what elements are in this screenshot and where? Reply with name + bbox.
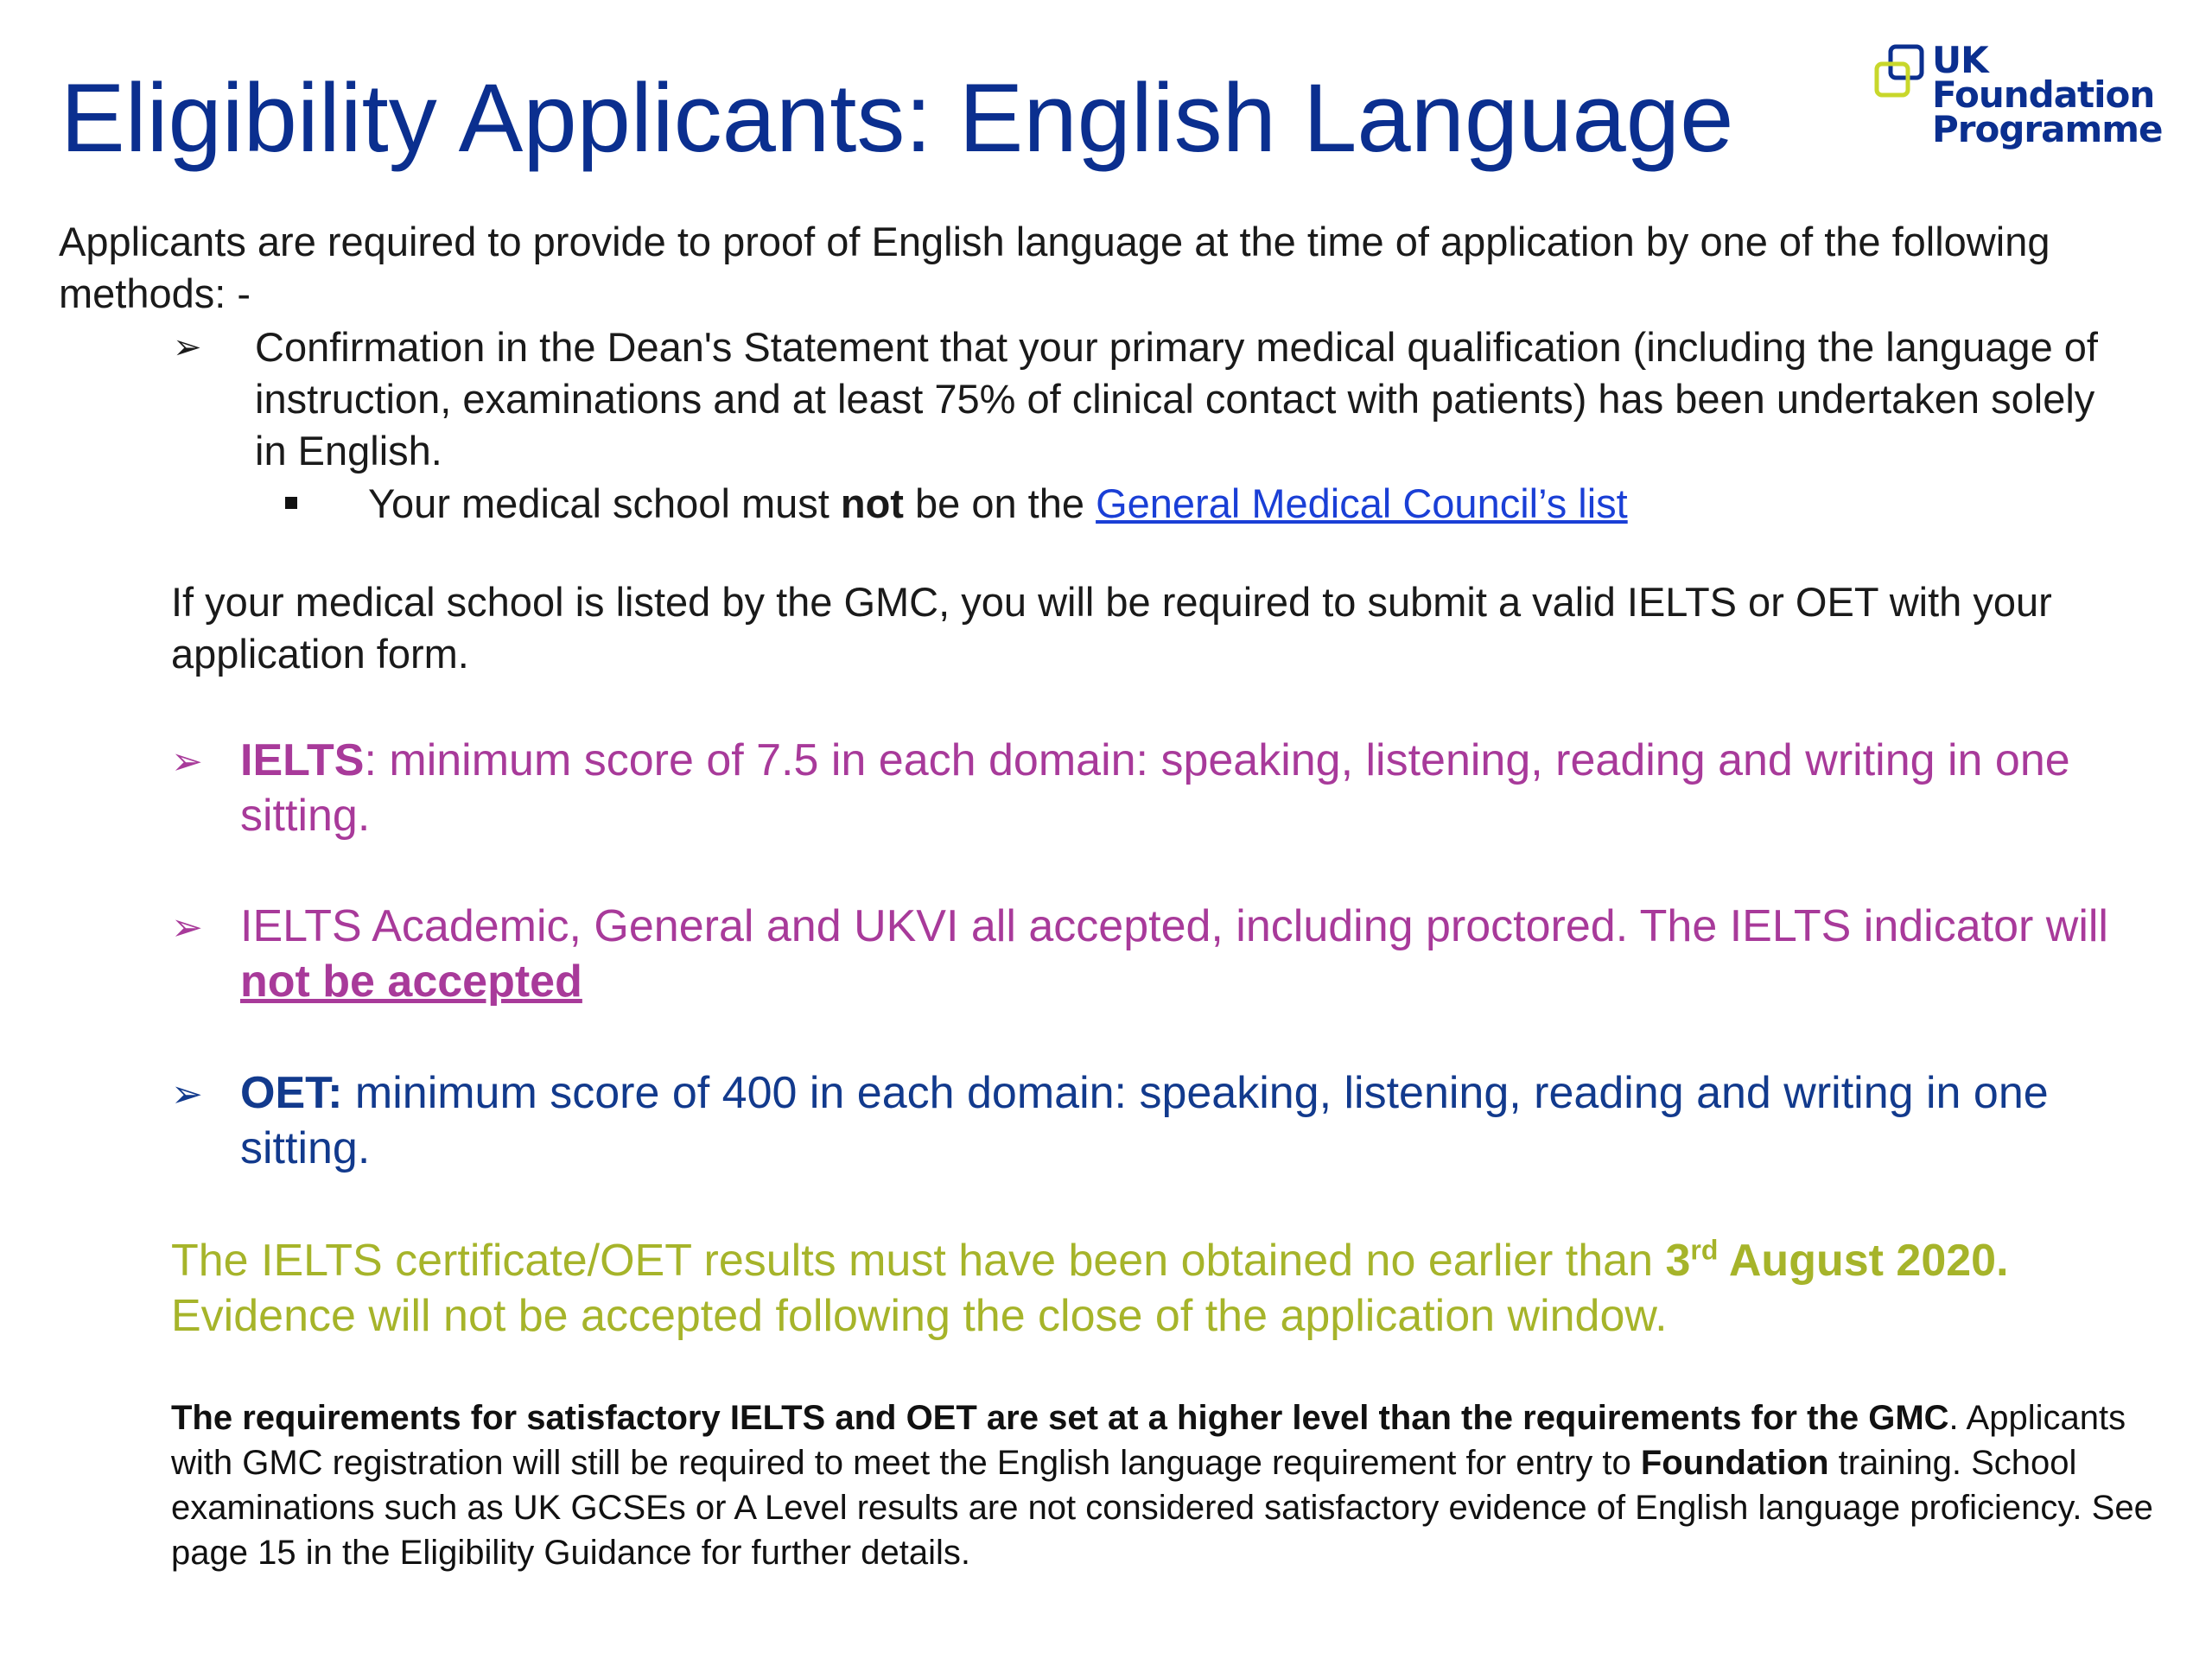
requirements-bold-intro: The requirements for satisfactory IELTS and OET are set at a higher level than the requirements for the GMC [171,1399,1949,1437]
certificate-date-note [171,1233,2158,1344]
ielts-types-item [171,899,2158,1009]
intro-paragraph: Applicants are required to provide to proof of English language at the time of application by one of the following methods: - [59,219,2050,316]
oet-requirement-item [171,1065,2158,1176]
oet-label: OET: [240,1068,343,1118]
gmc-listed-note: If your medical school is listed by the GMC, you will be required to submit a valid IELTS or OET with your application form. [171,579,2052,677]
date-note-date [1665,1236,2008,1286]
dean-statement-text: Confirmation in the Dean's Statement that your primary medical qualification (including the language of instruction, examinations and at least 75% of clinical contact with patients) has been undertaken solely in English. [255,324,2098,474]
date-note-after: Evidence will not be accepted following the close of the application window. [171,1291,1668,1341]
ielts-types-body: IELTS Academic, General and UKVI all accepted, including proctored. The IELTS indicator will [240,901,2108,951]
gmc-text-middle: be on the [903,480,1096,526]
arrow-bullet-icon: ➢ [171,741,203,783]
arrow-bullet-icon: ➢ [171,1073,203,1116]
gmc-text-before: Your medical school must [368,480,841,526]
gmc-list-link[interactable]: General Medical Council’s list [1096,480,1628,526]
date-rest: August 2020. [1718,1236,2009,1286]
gmc-list-sub-text [368,478,2100,530]
oet-requirement-body: minimum score of 400 in each domain: speaking, listening, reading and writing in one sitting. [240,1068,2049,1173]
ielts-requirement-body: : minimum score of 7.5 in each domain: speaking, listening, reading and writing in one sitting. [240,735,2070,841]
oet-requirement-text [240,1065,2158,1176]
ielts-requirement-text [240,733,2158,843]
uk-foundation-programme-logo [1872,39,2200,156]
page-title: Eligibility Applicants: English Language [60,64,1734,172]
requirements-text-1: . Applicants with GMC registration will still be required to meet the English language requirement for entry to [171,1399,2126,1482]
date-day: 3 [1665,1236,1691,1286]
requirements-bold-foundation: Foundation [1640,1444,1829,1482]
gmc-list-sub-item [285,478,2100,530]
date-suffix: rd [1690,1234,1719,1266]
date-note-before: The IELTS certificate/OET results must have been obtained no earlier than [171,1236,1666,1286]
dean-statement-item [173,321,2117,477]
gmc-emphasis-not: not [840,480,904,526]
requirements-paragraph [171,1395,2158,1575]
logo-squares-icon [1872,43,1930,105]
ielts-label: IELTS [240,735,365,785]
logo-line-uk: UK [1932,39,1988,81]
arrow-bullet-icon: ➢ [171,906,203,949]
logo-text [1932,39,2163,150]
square-bullet-icon [285,497,297,509]
logo-line-foundation: Foundation [1932,73,2155,116]
logo-line-programme: Programme [1932,108,2163,150]
requirements-text-2: training. School examinations such as UK GCSEs or A Level results are not considered satisfactory evidence of English language proficiency. See page 15 in the Eligibility Guidance for further details. [171,1444,2153,1572]
arrow-bullet-icon: ➢ [173,328,202,366]
ielts-types-text [240,899,2158,1009]
not-accepted-emphasis: not be accepted [240,957,582,1007]
ielts-requirement-item [171,733,2158,843]
